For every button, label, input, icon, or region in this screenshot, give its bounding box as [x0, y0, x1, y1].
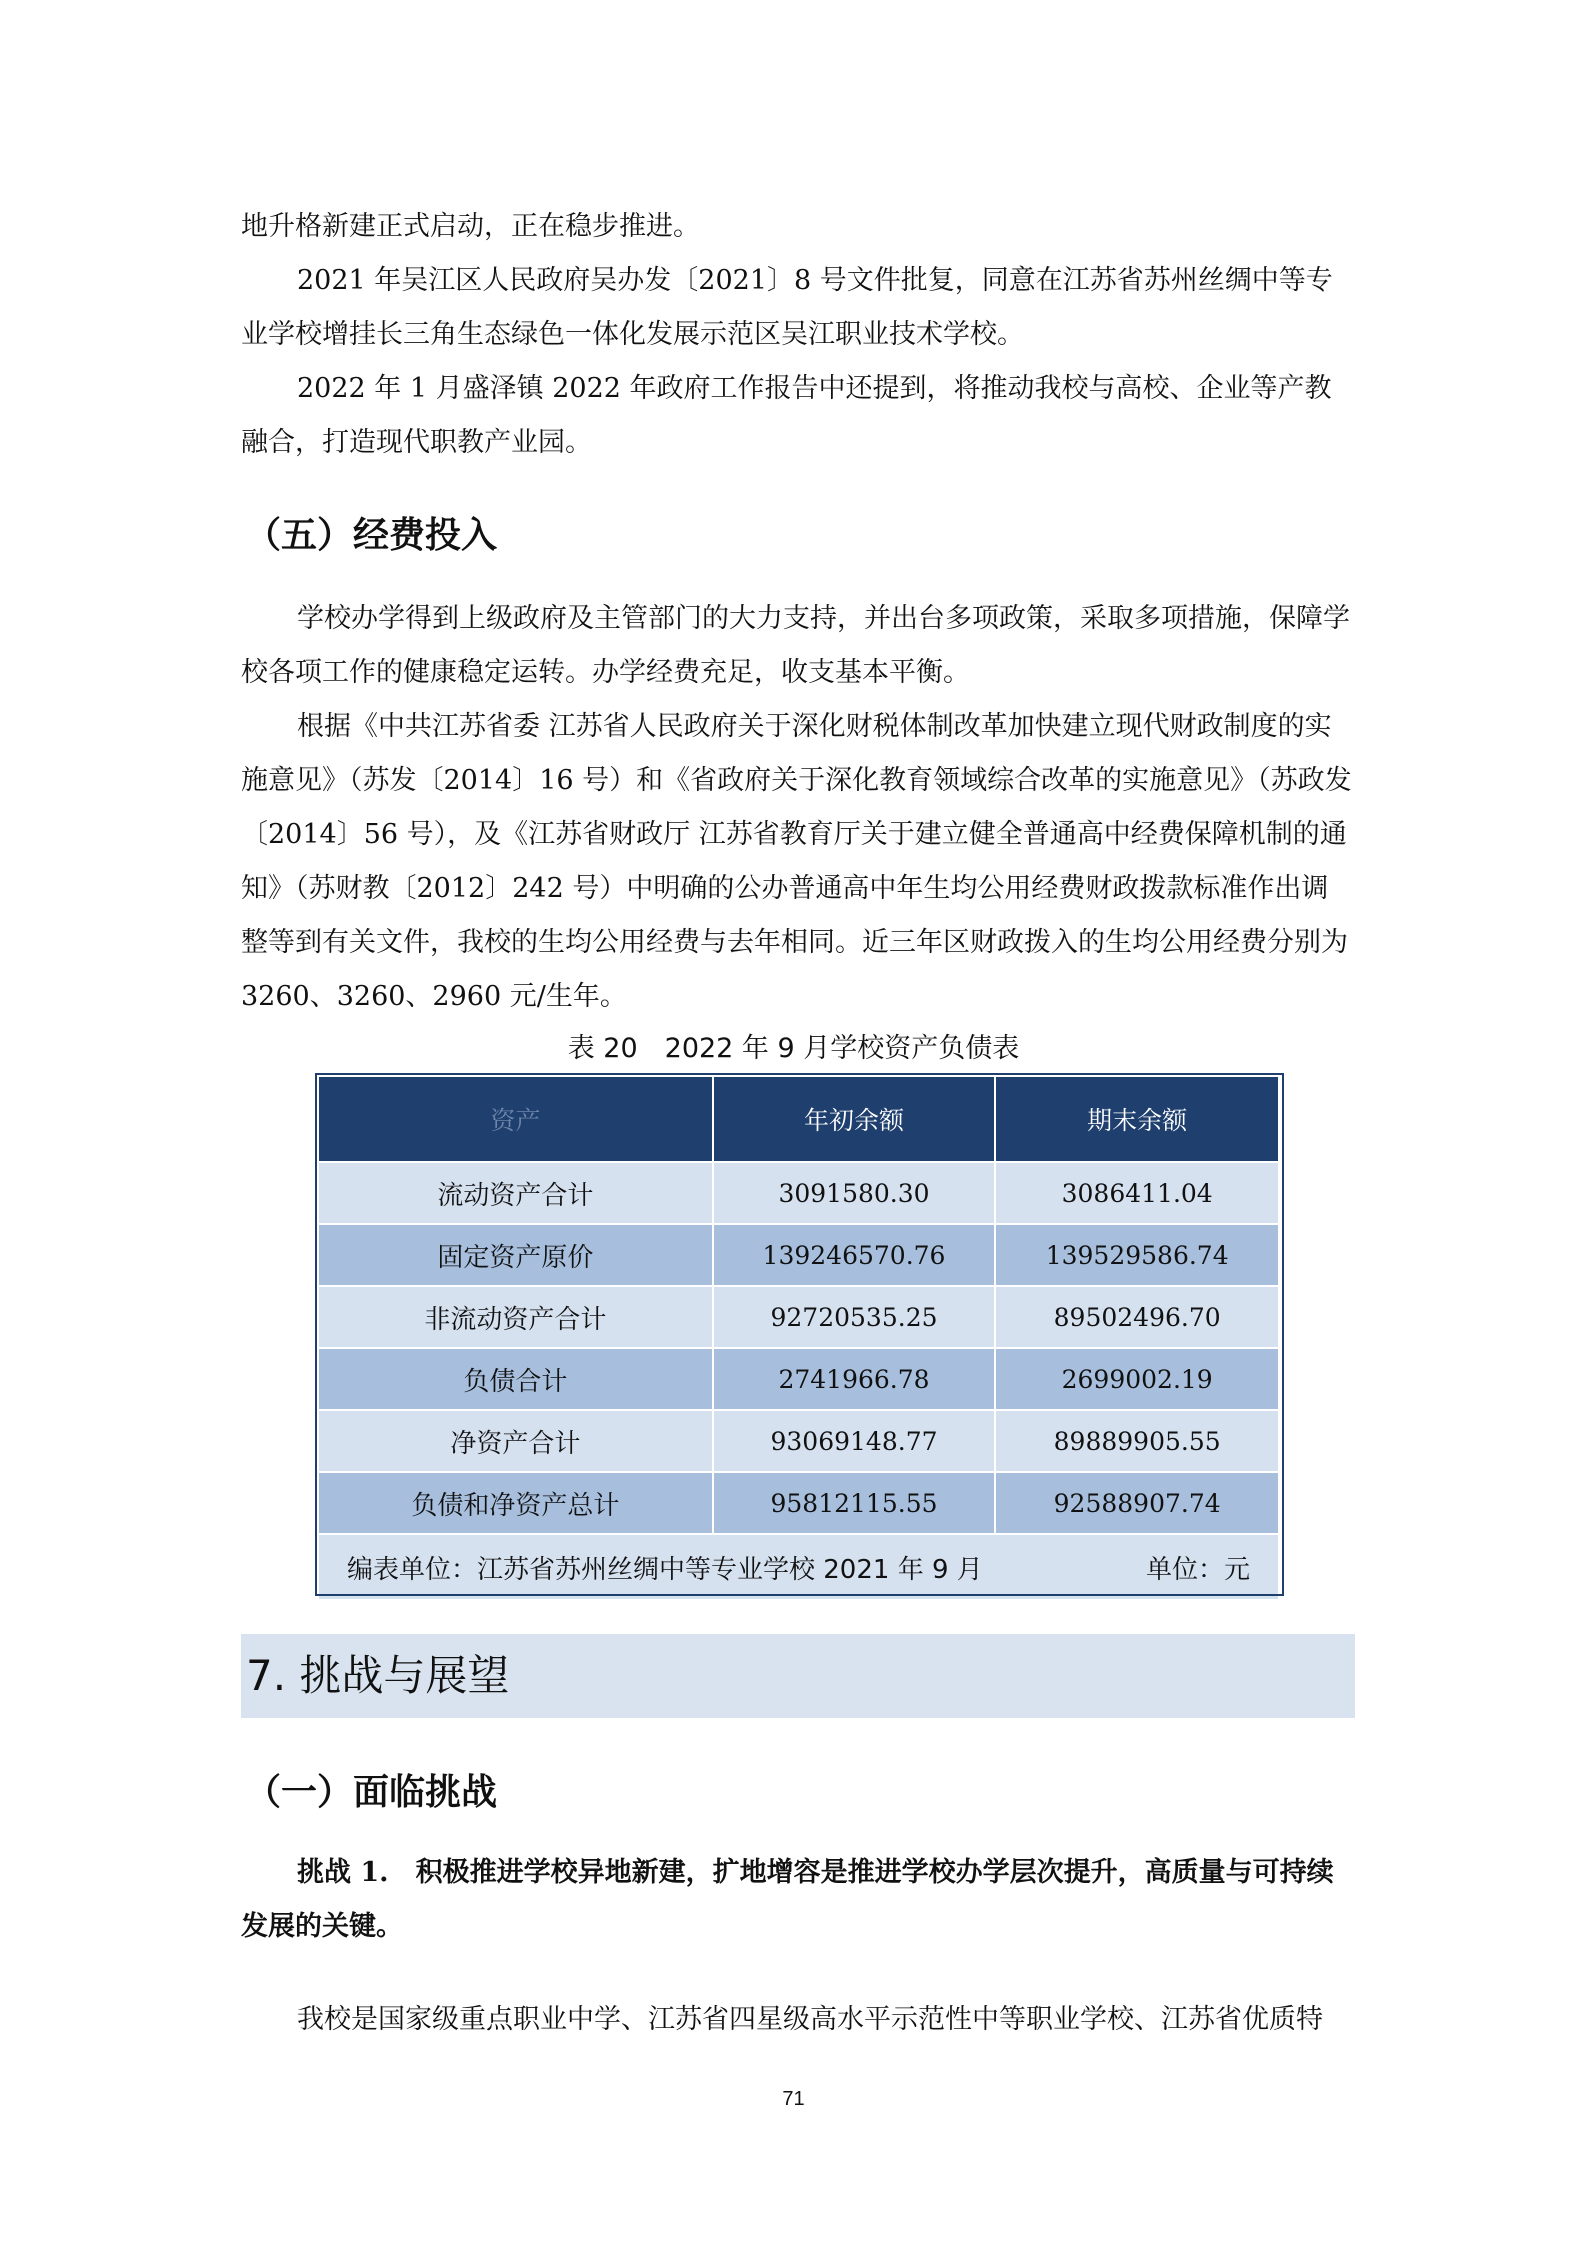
table-footer — [318, 1534, 1279, 1600]
closing-balance-cell: 139529586.74 — [995, 1224, 1279, 1286]
column-header-closing-balance: 期末余额 — [995, 1076, 1279, 1162]
row-label-cell: 流动资产合计 — [318, 1162, 713, 1224]
column-header-opening-balance: 年初余额 — [713, 1076, 996, 1162]
closing-balance-cell: 92588907.74 — [995, 1472, 1279, 1534]
table-row — [318, 1162, 1279, 1224]
table-row — [318, 1224, 1279, 1286]
table-caption: 表 20 2022 年 9 月学校资产负债表 — [567, 1033, 1020, 1064]
paragraph-support: 学校办学得到上级政府及主管部门的大力支持，并出台多项政策，采取多项措施，保障学校各项工作的健康稳定运转。办学经费充足，收支基本平衡。 — [241, 603, 1350, 688]
opening-balance-cell: 139246570.76 — [713, 1224, 996, 1286]
balance-sheet-table — [317, 1075, 1280, 1601]
row-label-cell: 负债和净资产总计 — [318, 1472, 713, 1534]
table-row — [318, 1286, 1279, 1348]
paragraph-school-status: 我校是国家级重点职业中学、江苏省四星级高水平示范性中等职业学校、江苏省优质特 — [297, 2004, 1323, 2035]
closing-balance-cell: 89889905.55 — [995, 1410, 1279, 1472]
table-footer-unit-org: 编表单位：江苏省苏州丝绸中等专业学校 2021 年 9 月 — [347, 1554, 983, 1585]
opening-balance-cell: 95812115.55 — [713, 1472, 996, 1534]
row-label-cell: 负债合计 — [318, 1348, 713, 1410]
paragraph-government-report: 2022 年 1 月盛泽镇 2022 年政府工作报告中还提到，将推动我校与高校、企业等产教融合，打造现代职教产业园。 — [241, 373, 1332, 458]
challenge-1-heading: 挑战 1. 积极推进学校异地新建，扩地增容是推进学校办学层次提升，高质量与可持续发展的关键。 — [241, 1857, 1334, 1942]
column-header-assets: 资产 — [318, 1076, 713, 1162]
table-header-row — [318, 1076, 1279, 1162]
opening-balance-cell: 3091580.30 — [713, 1162, 996, 1224]
opening-balance-cell: 92720535.25 — [713, 1286, 996, 1348]
table-footer-currency: 单位：元 — [1145, 1554, 1250, 1585]
table-footer-row — [318, 1534, 1279, 1600]
table-row — [318, 1410, 1279, 1472]
chapter-heading: 7. 挑战与展望 — [246, 1651, 510, 1700]
section-heading-challenges: （一）面临挑战 — [245, 1772, 498, 1813]
row-label-cell: 净资产合计 — [318, 1410, 713, 1472]
page-number: 71 — [782, 2088, 805, 2110]
paragraph-funding-basis: 根据《中共江苏省委 江苏省人民政府关于深化财税体制改革加快建立现代财政制度的实施意见》（苏发〔2014〕16 号）和《省政府关于深化教育领域综合改革的实施意见》（苏政发〔2014〕56 号），及《江苏省财政厅 江苏省教育厅关于建立健全普通高中经费保障机制的通知》（苏财教〔2012〕242 号）中明确的公办普通高中年生均公用经费财政拨款标准作出调整等到有关文件，我校的生均公用经费与去年相同。近三年区财政拨入的生均公用经费分别为 3260、3260、2960 元/生年。 — [241, 711, 1352, 1012]
section-heading-funding: （五）经费投入 — [245, 515, 498, 556]
opening-balance-cell: 2741966.78 — [713, 1348, 996, 1410]
row-label-cell: 非流动资产合计 — [318, 1286, 713, 1348]
paragraph-approval: 2021 年吴江区人民政府吴办发〔2021〕8 号文件批复，同意在江苏省苏州丝绸中等专业学校增挂长三角生态绿色一体化发展示范区吴江职业技术学校。 — [241, 265, 1333, 350]
table-row — [318, 1472, 1279, 1534]
closing-balance-cell: 3086411.04 — [995, 1162, 1279, 1224]
closing-balance-cell: 2699002.19 — [995, 1348, 1279, 1410]
opening-balance-cell: 93069148.77 — [713, 1410, 996, 1472]
row-label-cell: 固定资产原价 — [318, 1224, 713, 1286]
paragraph-intro: 地升格新建正式启动，正在稳步推进。 — [241, 211, 700, 242]
table-row — [318, 1348, 1279, 1410]
closing-balance-cell: 89502496.70 — [995, 1286, 1279, 1348]
